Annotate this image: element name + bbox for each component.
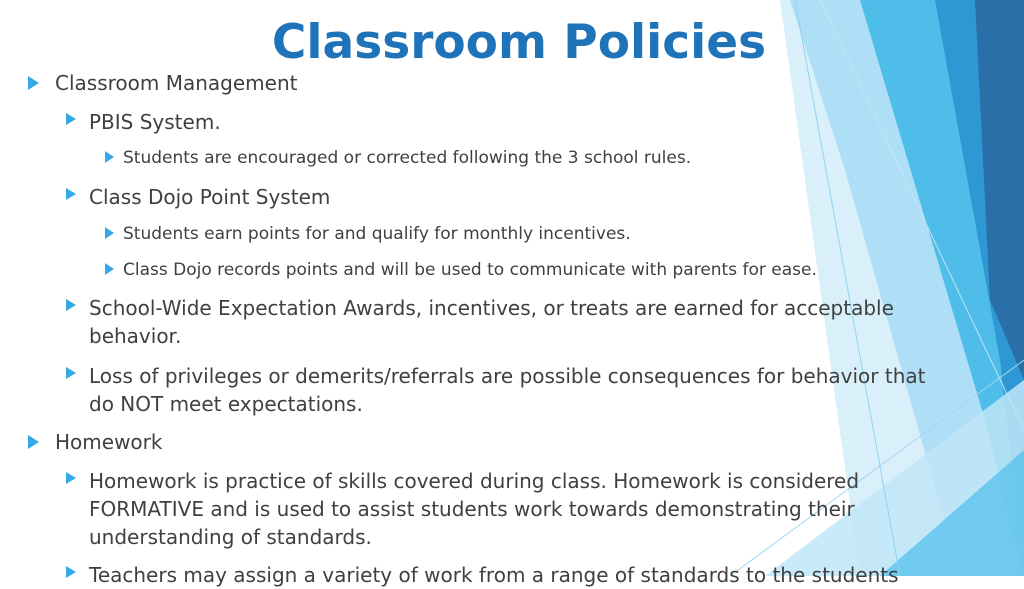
bullet-item-level2	[66, 467, 859, 551]
bullet-line: Homework is practice of skills covered during class. Homework is considered	[89, 469, 860, 493]
slide-title: Classroom Policies	[271, 15, 767, 70]
bullet-text: Classroom Management	[55, 71, 298, 95]
triangle-bullet-icon	[105, 227, 114, 239]
bullet-item-level2	[66, 183, 330, 211]
bullet-text: Class Dojo records points and will be used to communicate with parents for ease.	[123, 260, 817, 280]
bullet-text: Students earn points for and qualify for monthly incentives.	[123, 224, 631, 244]
bullet-item-level3	[105, 260, 817, 280]
triangle-bullet-icon	[66, 299, 76, 311]
triangle-bullet-icon	[66, 367, 76, 379]
bullet-text: Homework	[55, 430, 163, 454]
bullet-text	[89, 362, 925, 418]
bullet-text: Students are encouraged or corrected following the 3 school rules.	[123, 148, 692, 168]
bullet-line: do NOT meet expectations.	[89, 392, 363, 416]
bullet-line: behavior.	[89, 324, 182, 348]
triangle-bullet-icon	[66, 113, 76, 125]
bullet-line: understanding of standards.	[89, 525, 372, 549]
bullet-item-level2	[66, 362, 925, 418]
bullet-item-level1	[28, 430, 162, 455]
triangle-bullet-icon	[105, 151, 114, 163]
bullet-line: School-Wide Expectation Awards, incentives, or treats are earned for acceptable	[89, 296, 894, 320]
bullet-item-level2	[66, 561, 899, 589]
triangle-bullet-icon	[66, 472, 76, 484]
bullet-item-level2	[66, 108, 221, 136]
bullet-text	[89, 467, 859, 551]
triangle-bullet-icon	[66, 566, 76, 578]
triangle-bullet-icon	[28, 435, 39, 449]
bullet-item-level2	[66, 294, 894, 350]
bullet-text: Class Dojo Point System	[89, 185, 331, 209]
bullet-text: Teachers may assign a variety of work from a range of standards to the students	[89, 563, 899, 587]
bullet-text: PBIS System.	[89, 110, 221, 134]
triangle-bullet-icon	[66, 188, 76, 200]
triangle-bullet-icon	[105, 263, 114, 275]
bullet-line: Loss of privileges or demerits/referrals are possible consequences for behavior that	[89, 364, 926, 388]
bullet-item-level3	[105, 224, 631, 244]
bullet-item-level3	[105, 148, 691, 168]
bullet-line: FORMATIVE and is used to assist students work towards demonstrating their	[89, 497, 855, 521]
triangle-bullet-icon	[28, 76, 39, 90]
bullet-item-level1	[28, 71, 297, 96]
bullet-text	[89, 294, 894, 350]
